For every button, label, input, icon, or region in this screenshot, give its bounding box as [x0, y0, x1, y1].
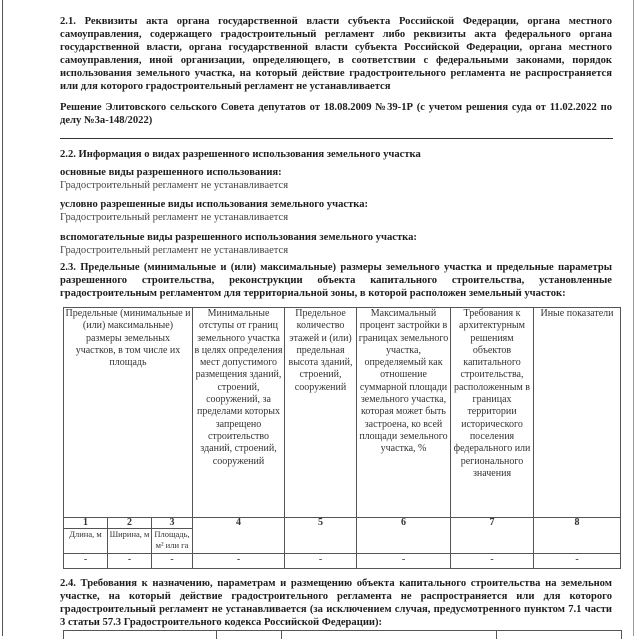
header-cell: Иные показатели: [534, 308, 621, 518]
item-label: основные виды разрешенного использования:: [60, 167, 282, 178]
item-value: Градостроительный регламент не устанавливается: [60, 180, 289, 191]
table-header-row: [64, 308, 621, 518]
number-cell: 1: [64, 518, 108, 529]
column-divider: [216, 631, 217, 639]
column-divider: [496, 631, 497, 639]
header-cell: Максимальный процент застройки в границах земельного участка, определяемый как отношение суммарной площади земельного участка, которая может быть застроена, ко всей площади земельного участка, %: [357, 308, 451, 518]
section-2-4-heading: 2.4. Требования к назначению, параметрам и размещению объекта капитального строительства на земельном участке, на который действие градостроительного регламента не распространяется или для которого градостроительный регламент не устанавливается (за исключением случая, предусмотренного пунктом 7.1 части 3 статьи 57.3 Градостроительного кодекса Российской Федерации):: [60, 578, 612, 628]
table-row: [64, 554, 621, 569]
header-cell: Предельное количество этажей и (или) предельная высота зданий, строений, сооружений: [285, 308, 357, 518]
header-cell: Требования к архитектурным решениям объектов капитального строительства, расположенным в границах территории исторического поселения федерального или регионального значения: [451, 308, 534, 518]
permitted-use-conditional: [60, 198, 612, 224]
divider: [60, 138, 613, 139]
table-number-row: [64, 518, 621, 529]
permitted-use-auxiliary: [60, 231, 612, 257]
value-cell: -: [64, 554, 108, 569]
number-cell: 6: [357, 518, 451, 554]
value-cell: -: [152, 554, 193, 569]
value-cell: -: [193, 554, 285, 569]
value-cell: -: [285, 554, 357, 569]
value-cell: -: [451, 554, 534, 569]
header-cell: Минимальные отступы от границ земельного участка в целях определения мест допустимого размещения зданий, строений, сооружений, за пределами которых запрещено строительство зданий, строений, сооружений: [193, 308, 285, 518]
number-cell: 2: [108, 518, 152, 529]
column-divider: [281, 631, 282, 639]
parameters-table: [63, 307, 621, 569]
value-cell: -: [534, 554, 621, 569]
item-label: условно разрешенные виды использования земельного участка:: [60, 199, 369, 210]
number-cell: 5: [285, 518, 357, 554]
value-cell: -: [108, 554, 152, 569]
section-2-3-heading: 2.3. Предельные (минимальные и (или) максимальные) размеры земельного участка и предельные параметры разрешенного строительства, реконструкции объекта капитального строительства, установленные градостроительным регламентом для территориальной зоны, в которой расположен земельный участок:: [60, 262, 612, 299]
item-value: Градостроительный регламент не устанавливается: [60, 245, 289, 256]
section-2-1-value: Решение Элитовского сельского Совета депутатов от 18.08.2009 №39-1Р (с учетом решения суда от 11.02.2022 по делу №3а-148/2022): [60, 102, 612, 126]
unit-cell: Длина, м: [64, 529, 108, 554]
number-cell: 4: [193, 518, 285, 554]
unit-cell: Площадь, м² или га: [152, 529, 193, 554]
section-2-1-heading: 2.1. Реквизиты акта органа государственной власти субъекта Российской Федерации, органа местного самоуправления, содержащего градостроительный регламент либо реквизиты акта федерального органа государственной власти, органа государственной власти субъекта Российской Федерации, органа местного самоуправления, иной организации, определяющего, в соответствии с федеральными законами, порядок использования земельного участка, на который действие градостроительного регламента не распространяется или для которого градостроительный регламент не устанавливается: [60, 16, 612, 92]
item-label: вспомогательные виды разрешенного использования земельного участка:: [60, 232, 417, 243]
unit-cell: Ширина, м: [108, 529, 152, 554]
number-cell: 7: [451, 518, 534, 554]
header-cell: Предельные (минимальные и (или) максимальные) размеры земельных участков, в том числе их площадь: [64, 308, 193, 518]
number-cell: 3: [152, 518, 193, 529]
section-2-2-heading: 2.2. Информация о видах разрешенного использования земельного участка: [60, 149, 421, 160]
number-cell: 8: [534, 518, 621, 554]
permitted-use-main: [60, 166, 612, 192]
section-2-4-table: [63, 630, 622, 639]
value-cell: -: [357, 554, 451, 569]
item-value: Градостроительный регламент не устанавливается: [60, 212, 289, 223]
